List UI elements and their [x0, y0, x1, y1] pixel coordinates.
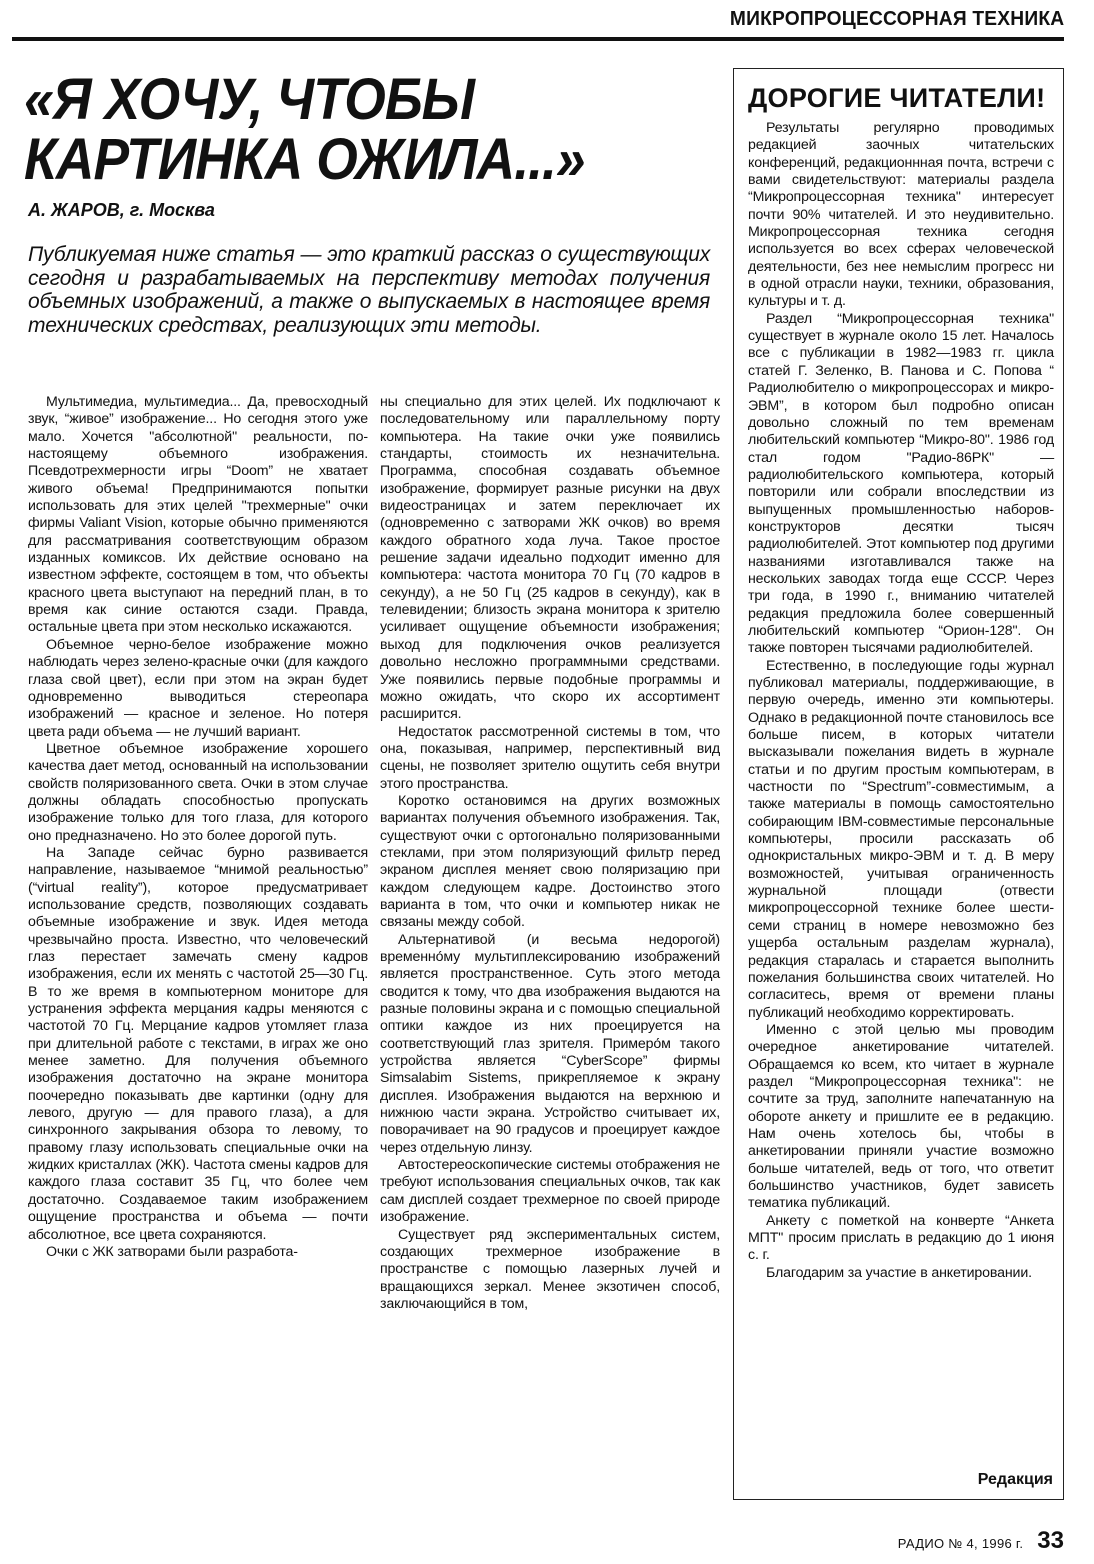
article-lead: Публикуемая ниже статья — это краткий рассказ о существующих сегодня и разрабатываемых на перспективу методах получения объемных изображений, а также о выпускаемых в настоящее время технических средствах, реализующих эти методы.: [28, 243, 710, 337]
paragraph: ны специально для этих целей. Их подключают к последовательному или параллельному порту компьютера. На такие очки уже появились стандарты, стоимость их незначительна. Программа, способная создавать объемное изображение, формирует разные рисунки на двух видеостраницах и затем переключает их (одновременно с затворами ЖК очков) во время каждого обратного хода луча. Такое простое решение задачи идеально подходит именно для компьютера: частота монитора 70 Гц (70 кадров в секунду), а не 50 Гц (25 кадров в секунду), как в телевидении; близость экрана монитора к зрителю усиливает ощущение объемности изображения; выход для подключения очков реализуется довольно несложно программными средствами. Уже появились первые подобные программы и можно ожидать, что скоро их ассортимент расширится.: [380, 394, 720, 723]
paragraph: Естественно, в последующие годы журнал публиковал материалы, поддерживающие, в первую очередь, именно эти компьютеры. Однако в редакционной почте становилось все больше писем, в которых читатели высказывали пожелания видеть в журнале статьи и по другим простым компьютерам, в частности по “Spectrum”-совместимым, а также материалы в помощь самостоятельно собирающим IBM-совместимые персональные компьютеры, просили рассказать об однокристальных микро-ЭВМ и т. д. В меру возможностей, учитывая ограниченность журнальной площади (отвести микропроцессорной технике более шести-семи страниц в номере невозможно без ущерба остальным разделам журнала), редакция старалась и старается выполнить пожелания большинства своих читателей. Но согласитесь, время от времени планы публикаций необходимо корректировать.: [748, 657, 1054, 1021]
editorial-box-title: ДОРОГИЕ ЧИТАТЕЛИ!: [748, 83, 1046, 113]
page-footer: [898, 1527, 1064, 1555]
paragraph: Раздел “Микропроцессорная техника" существует в журнале около 15 лет. Началось все с публикации в 1982—1983 гг. цикла статей Г. Зеленко, В. Панова и С. Попова “ Радиолюбителю о микропроцессорах и микро-ЭВМ”, в котором был подробно описан довольно сложный по тем временам любительский компьютер “Микро-80". 1986 год стал годом "Радио-86РК" — радиолюбительского компьютера, который повторили или собрали впоследствии из выпущенных промышленностью наборов-конструкторов десятки тысяч радиолюбителей. Этот компьютер под другими названиями изготавливался также на нескольких заводах тогда еще СССР. Через три года, в 1990 г., вниманию читателей редакция предложила более совершенный любительский компьютер “Орион-128". Он также повторен тысячами радиолюбителей.: [748, 310, 1054, 657]
paragraph: Объемное черно-белое изображение можно наблюдать через зелено-красные очки (для каждого глаза свой цвет), если при этом на экран будет одновременно выводиться стереопара изображений — красное и зеленое. Но потеря цвета ради объема — не лучший вариант.: [28, 636, 368, 740]
paragraph: Именно с этой целью мы проводим очередное анкетирование читателей. Обращаемся ко всем, кто читает в журнале раздел “Микропроцессорная техника": не сочтите за труд, заполните напечатанную на обороте анкету и пришлите ее в редакцию. Нам очень хотелось бы, чтобы в анкетировании приняли участие возможно больше читателей, ведь от того, что ответит большинство участников, будет зависеть тематика публикаций.: [748, 1021, 1054, 1212]
paragraph: Альтернативой (и весьма недорогой) временно́му мультиплексированию изображений является пространственное. Суть этого метода сводится к тому, что два изображения выдаются на разные половины экрана и с помощью специальной оптики каждое из них проецируется на соответствующий глаз зрителя. Примеро́м такого устройства является “CyberScope” фирмы Simsalabim Sistems, прикрепляемое к экрану дисплея. Изображения выдаются на верхнюю и нижнюю части экрана. Устройство считывает их, поворачивает на 90 градусов и проецирует каждое через отдельную линзу.: [380, 931, 720, 1156]
paragraph: Мультимедиа, мультимедиа... Да, превосходный звук, “живое” изображение... Но сегодня этого уже мало. Хочется "абсолютной" реальности, по-настоящему объемного изображения. Псевдотрехмерности игры “Doom” не хватает живого объема! Предпринимаются попытки использовать для этих целей "трехмерные" очки фирмы Valiant Vision, которые обычно применяются для рассматривания соответствующим образом изданных комиксов. Их действие основано на известном эффекте, состоящем в том, что объекты красного цвета выступают на передний план, в то время как синие остаются сзади. Правда, остальные цвета при этом несколько искажаются.: [28, 394, 368, 636]
issue-info: РАДИО № 4, 1996 г.: [897, 1536, 1024, 1551]
header-rule: [12, 37, 1064, 41]
paragraph: На Западе сейчас бурно развивается направление, называемое “мнимой реальностью” (“virtual reality”), которое предусматривает использование средств, позволяющих создавать объемные изображение и звук. Идея метода чрезвычайно проста. Известно, что человеческий глаз перестает замечать смену кадров изображения, если их менять с частотой 25—30 Гц. В то же время в компьютерном мониторе для устранения эффекта мерцания кадры меняются с частотой 70 Гц. Мерцание кадров утомляет глаза при длительной работе с текстами, в играх же оно менее заметно. Для получения объемного изображения достаточно на экране монитора поочередно показывать две картинки (одну для левого, другую — для правого глаза), а для синхронного закрывания обзора то левому, то правому глазу использовать специальные очки на жидких кристаллах (ЖК). Частота смены кадров для каждого глаза составит 35 Гц, что более чем достаточно. Создаваемое таким изображением ощущение пространства и объема — почти абсолютное, все цвета сохраняются.: [28, 844, 368, 1243]
paragraph: Недостаток рассмотренной системы в том, что она, показывая, например, перспективный вид сцены, не позволяет зрителю ощутить себя внутри этого пространства.: [380, 723, 720, 792]
section-header: МИКРОПРОЦЕССОРНАЯ ТЕХНИКА: [729, 8, 1064, 30]
article-title: «Я ХОЧУ, ЧТОБЫ КАРТИНКА ОЖИЛА...»: [24, 67, 585, 192]
article-column-middle: [380, 394, 720, 1313]
paragraph: Результаты регулярно проводимых редакцией заочных читательских конференций, редакционнная почта, встречи с вами свидетельствуют: материалы раздела “Микропроцессорная техника" интересует почти 90% читателей. И это неудивительно. Микропроцессорная техника сегодня используется во всех сферах человеческой деятельности, без нее немыслим прогресс ни в одной отрасли науки, техники, образования, культуры и т. д.: [748, 120, 1054, 310]
editorial-signature: Редакция: [977, 1471, 1053, 1488]
paragraph: Существует ряд экспериментальных систем, создающих трехмерное изображение в пространстве с помощью лазерных лучей и вращающихся зеркал. Менее экзотичен способ, заключающийся в том,: [380, 1226, 720, 1312]
paragraph: Цветное объемное изображение хорошего качества дает метод, основанный на использовании свойств поляризованного света. Очки в этом случае должны обладать способностью пропускать изображение только для того глаза, для которого оно предназначено. Но это более дорогой путь.: [28, 740, 368, 844]
article-column-left: [28, 394, 368, 1261]
paragraph: Автостереоскопические системы отображения не требуют использования специальных очков, так как сам дисплей создает трехмерное по своей природе изображение.: [380, 1157, 720, 1226]
page-number: 33: [1037, 1527, 1064, 1554]
paragraph: Коротко остановимся на других возможных вариантах получения объемного изображения. Так, существуют очки с ортогонально поляризованными стеклами, при этом поляризующий фильтр перед экраном дисплея меняет свою поляризацию при каждом следующем кадре. Достоинство этого варианта в том, что очки и компьютер никак не связаны между собой.: [380, 792, 720, 931]
paragraph: Анкету с пометкой на конверте “Анкета МПТ" просим прислать в редакцию до 1 июня с. г.: [748, 1212, 1054, 1264]
paragraph: Благодарим за участие в анкетировании.: [766, 1264, 1032, 1281]
editorial-box-body: [748, 120, 1054, 1282]
editorial-box: [733, 68, 1064, 1500]
paragraph: Очки с ЖК затворами были разработа-: [46, 1243, 298, 1260]
article-byline: А. ЖАРОВ, г. Москва: [28, 200, 215, 220]
